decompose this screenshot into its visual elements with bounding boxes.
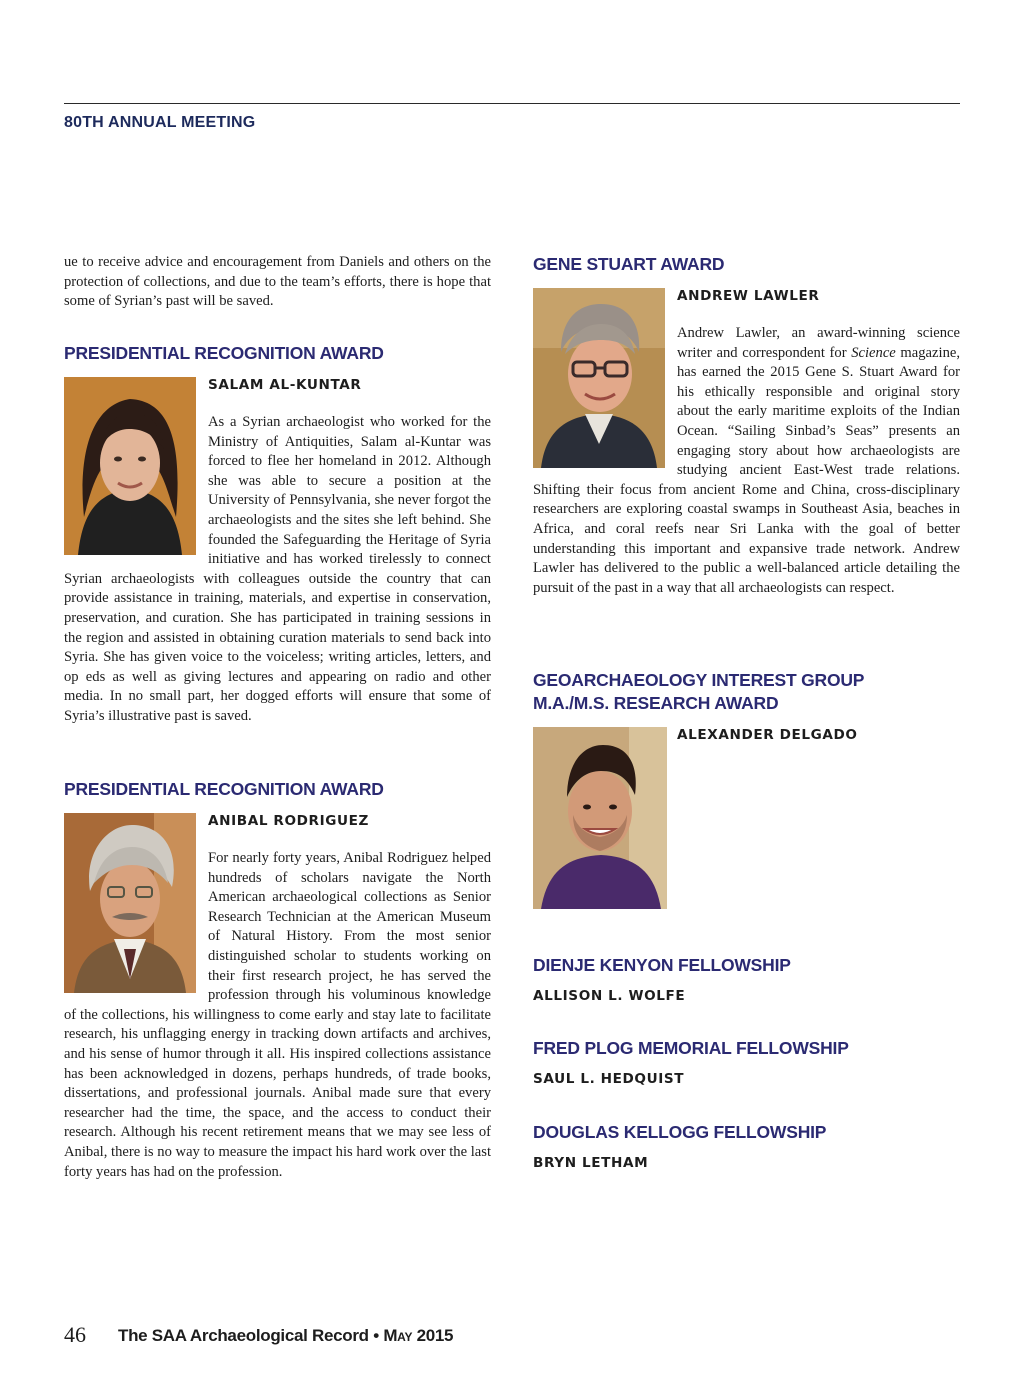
recipient-name-saul: SAUL L. HEDQUIST	[533, 1071, 685, 1087]
award-title-fred-plog: FRED PLOG MEMORIAL FELLOWSHIP	[533, 1038, 849, 1058]
recipient-name-bryn: BRYN LETHAM	[533, 1155, 649, 1171]
award-title-douglas-kellogg: DOUGLAS KELLOGG FELLOWSHIP	[533, 1122, 827, 1142]
recipient-name-alexander: ALEXANDER DELGADO	[677, 727, 858, 743]
header-rule	[64, 103, 960, 104]
award-block-salam: As a Syrian archaeologist who worked for the Ministry of Antiquities, Salam al-Kuntar was forced to flee her homeland in 2012. Although she was able to secure a position at the University of Pennsylvania, she never forgot the archaeologists and the sites she left behind. She founded the Safeguarding the Heritage of Syria initiative and has worked tirelessly to connect Syrian archaeologists with colleagues outside the country that can provide assistance in training, materials, and expertise in conservation, preservation, and curation. She has participated in training sessions in the region and assisted in obtaining curation materials to send back into Syria. She has given voice to the voiceless; writing articles, letters, and op eds as well as giving lectures and appearing on radio and other media. In no small part, her dogged efforts will ensure that some of Syria’s illustrative past is saved.	[64, 377, 491, 727]
photo-alexander-delgado	[533, 727, 667, 909]
andrew-lawler-text: Andrew Lawler, an award-winning science writer and correspondent for Science magazine, has earned the 2015 Gene S. Stuart Award for his ethically responsible and original story about the early maritime exploits of the Indian Ocean. “Sailing Sinbad’s Seas” presents an engaging story about how archaeologists are studying ancient East-West trade relations. Shifting their focus from ancient Rome and China, cross-disciplinary researchers are exploring coastal swamps in Southeast Asia, beaches in Africa, and coral reefs near Sri Lanka with the goal of better understanding this important and expansive trade network. Andrew Lawler has delivered to the public a well-balanced article detailing the pursuit of the past in a way that all archaeologists can respect.	[533, 325, 960, 596]
page-number: 46	[64, 1322, 86, 1347]
award-title-gene-stuart: GENE STUART AWARD	[533, 254, 725, 274]
award-title-geoarchaeology: GEOARCHAEOLOGY INTEREST GROUP M.A./M.S. RESEARCH AWARD	[533, 670, 865, 713]
award-block-anibal: For nearly forty years, Anibal Rodriguez helped hundreds of scholars navigate the North American archaeological collections as Senior Research Technician at the American Museum of Natural History. From the most senior distinguished scholar to students working on their first research project, he has served the profession through his voluminous knowledge of the collections, his willingness to come early and stay late to facilitate research, his unflagging energy in tracking down artifacts and archives, and his sense of humor through it all. His inspired collections assistance has been acknowledged in dozens, perhaps hundreds, of trade books, dissertations, and professional journals. Anibal made sure that every researcher had the time, the space, and the access to conduct their research. Although his recent retirement means that we may see less of Anibal, there is no way to measure the impact his hard work over the last forty years has had on the profession.	[64, 813, 491, 1182]
photo-salam-al-kuntar	[64, 377, 196, 557]
photo-anibal-rodriguez	[64, 813, 196, 993]
intro-paragraph: ue to receive advice and encouragement from Daniels and others on the protection of collections, and due to the team’s efforts, there is hope that some of Syrian’s past will be saved.	[64, 254, 491, 310]
recipient-name-allison: ALLISON L. WOLFE	[533, 988, 686, 1004]
recipient-name-anibal: ANIBAL RODRIGUEZ	[208, 813, 370, 829]
recipient-name-salam: SALAM AL-KUNTAR	[208, 377, 362, 393]
recipient-name-andrew: ANDREW LAWLER	[677, 288, 820, 304]
award-title-presidential-1: PRESIDENTIAL RECOGNITION AWARD	[64, 343, 384, 363]
publication-footer: The SAA Archaeological Record • May 2015	[118, 1326, 454, 1345]
running-head: 80TH ANNUAL MEETING	[64, 114, 256, 131]
award-title-presidential-2: PRESIDENTIAL RECOGNITION AWARD	[64, 779, 384, 799]
photo-andrew-lawler	[533, 288, 665, 476]
award-title-dienje-kenyon: DIENJE KENYON FELLOWSHIP	[533, 955, 791, 975]
award-block-andrew	[533, 288, 960, 598]
